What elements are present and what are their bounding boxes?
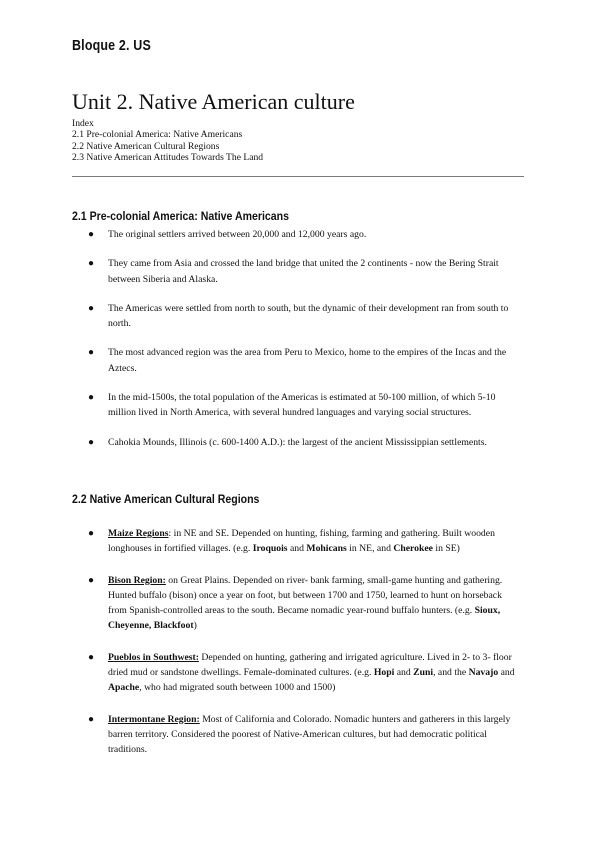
bullet-icon: ● — [88, 574, 95, 586]
list-item: ● In the mid-1500s, the total population of the Americas is estimated at 50-100 million, of which 5-10 million lived in North America, with several hundred languages and varying social structures. — [88, 392, 496, 419]
bullet-icon: ● — [88, 302, 95, 314]
section-2-1-bullet-list — [88, 227, 518, 464]
list-item-pueblos: ● Pueblos in Southwest: Depended on hunting, gathering and irrigated agriculture. Lived in 2- to 3- floor dried mud or sandstone dwellings. Female-dominated cultures. (e.g. Hopi and Zuni, and the Navajo and Apache, who had migrated south between 1000 and 1500) — [88, 651, 515, 694]
horizontal-divider — [72, 176, 524, 177]
index-label: Index — [72, 118, 94, 129]
list-item: ● The Americas were settled from north to south, but the dynamic of their development ran from south to north. — [88, 302, 509, 330]
bullet-icon: ● — [88, 651, 95, 663]
bullet-icon: ● — [88, 229, 95, 240]
bullet-icon: ● — [88, 713, 95, 725]
section-heading-2-2: 2.2 Native American Cultural Regions — [72, 492, 260, 506]
list-item: ● They came from Asia and crossed the land bridge that united the 2 continents - now the Bering Strait between Siberia and Alaska. — [88, 258, 499, 285]
index-item: 2.2 Native American Cultural Regions — [72, 140, 220, 152]
bullet-icon: ● — [88, 258, 95, 270]
section-heading-2-1: 2.1 Pre-colonial America: Native Americans — [72, 209, 289, 223]
list-item: ● The most advanced region was the area from Peru to Mexico, home to the empires of the Incas and the Aztecs. — [88, 347, 507, 374]
bullet-icon: ● — [88, 347, 95, 359]
list-item: ● The original settlers arrived between 20,000 and 12,000 years ago. — [88, 227, 518, 242]
unit-title: Unit 2. Native American culture — [72, 89, 355, 114]
list-item-maize-regions: ● Maize Regions: in NE and SE. Depended on hunting, fishing, farming and gathering. Built wooden longhouses in fortified villages. (e.g. Iroquois and Mohicans in NE, and Cherokee in SE) — [88, 528, 495, 555]
bullet-icon: ● — [88, 436, 95, 448]
index-item: 2.1 Pre-colonial America: Native Americans — [72, 129, 243, 141]
list-item: ● Cahokia Mounds, Illinois (c. 600-1400 A.D.): the largest of the ancient Mississippian settlements. — [88, 435, 518, 450]
index-block — [72, 118, 263, 163]
document-header: Bloque 2. US — [72, 38, 151, 54]
bullet-icon: ● — [88, 528, 95, 539]
list-item-bison-region: ● Bison Region: on Great Plains. Depended on river- bank farming, small-game hunting and gathering. Hunted buffalo (bison) once a year on foot, but between 1700 and 1750, learned to hunt on horseback from Spanish-controlled areas to the south. Became nomadic year-round buffalo hunters. (e.g. Sioux, Cheyenne, Blackfoot) — [88, 574, 503, 632]
section-2-2-bullet-list — [88, 526, 518, 774]
list-item-intermontane-region: ● Intermontane Region: Most of California and Colorado. Nomadic hunters and gatherers in this largely barren territory. Considered the poorest of Native-American cultures, but had democratic political traditions. — [88, 713, 511, 756]
bullet-icon: ● — [88, 392, 95, 404]
index-item: 2.3 Native American Attitudes Towards The Land — [72, 151, 264, 163]
